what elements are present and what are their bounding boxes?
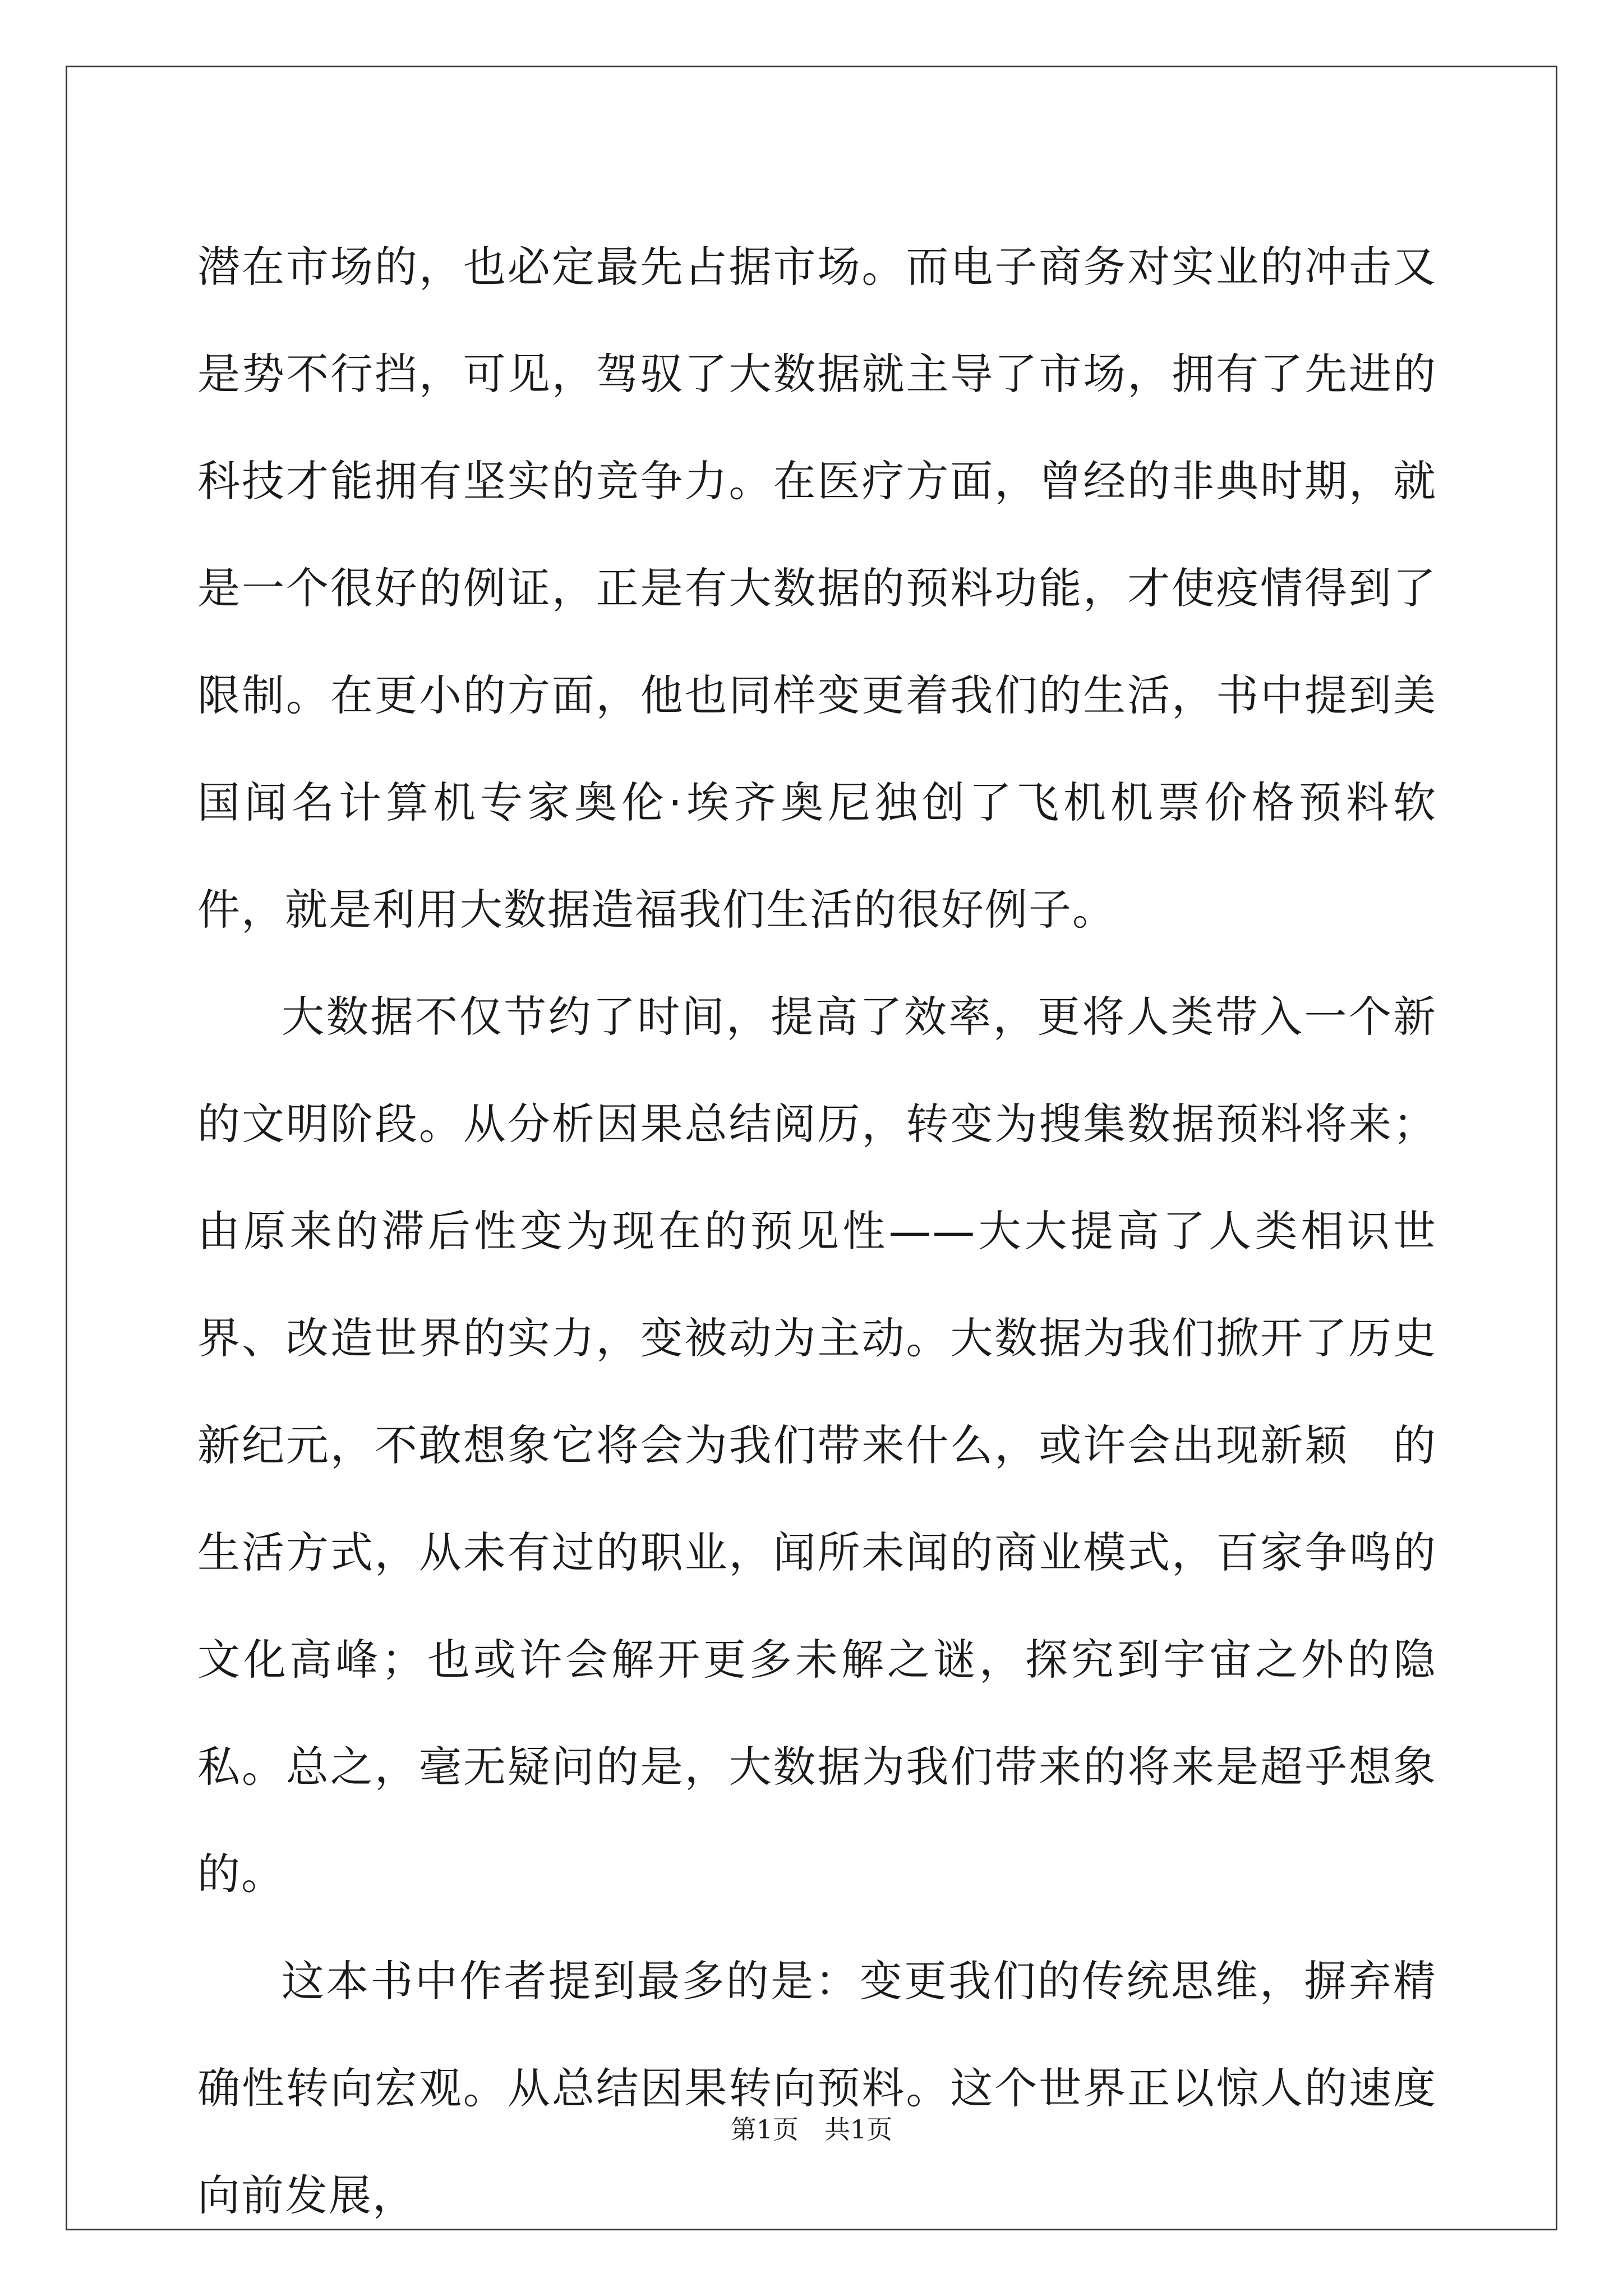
paragraph-2: 大数据不仅节约了时间，提高了效率，更将人类带入一个新的文明阶段。从分析因果总结阅历，转变为搜集数据预料将来；由原来的滞后性变为现在的预见性——大大提高了人类相识世界、改造世界的实力，变被动为主动。大数据为我们掀开了历史新纪元，不敢想象它将会为我们带来什么，或许会出现新颖 的生活方式，从未有过的职业，闻所未闻的商业模式，百家争鸣的文化高峰；也或许会解开更多未解之谜，探究到宇宙之外的隐私。总之，毫无疑问的是，大数据为我们带来的将来是超乎想象的。 — [197, 992, 1437, 1899]
page-footer: 第1页 共1页 — [730, 2114, 893, 2145]
paragraph-1: 潜在市场的，也必定最先占据市场。而电子商务对实业的冲击又是势不行挡，可见，驾驭了大数据就主导了市场，拥有了先进的科技才能拥有坚实的竞争力。在医疗方面，曾经的非典时期，就是一个很好的例证，正是有大数据的预料功能，才使疫情得到了限制。在更小的方面，他也同样变更着我们的生活，书中提到美国闻名计算机专家奥伦·埃齐奥尼独创了飞机机票价格预料软件，就是利用大数据造福我们生活的很好例子。 — [197, 242, 1437, 935]
paragraph-3: 这本书中作者提到最多的是：变更我们的传统思维，摒弃精确性转向宏观。从总结因果转向预料。这个世界正以惊人的速度向前发展， — [197, 1956, 1437, 2220]
document-body — [197, 213, 1437, 2249]
